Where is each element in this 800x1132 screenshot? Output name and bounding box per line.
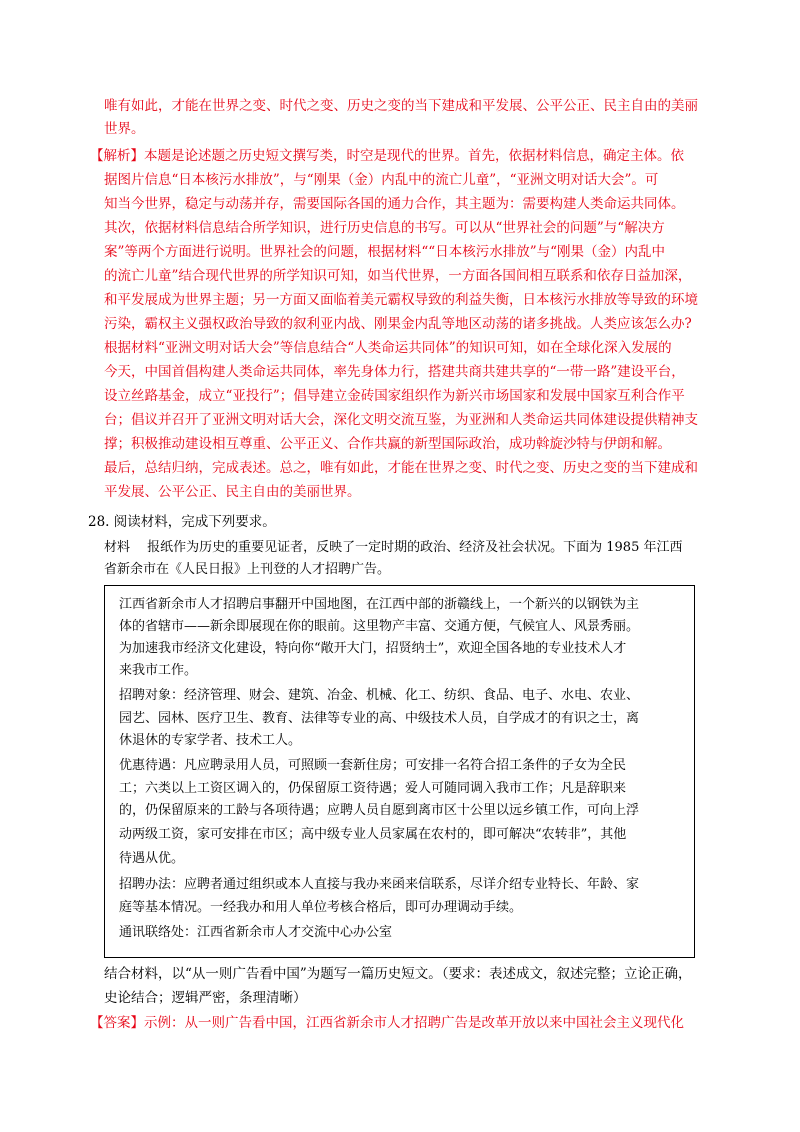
ad-line-11: 动两级工资，家可安排在市区；高中级专业人员家属在农村的，即可解决“农转非”，其他 [119, 827, 627, 842]
ad-line-1: 江西省新余市人才招聘启事翻开中国地图，在江西中部的浙赣线上，一个新兴的以钢铁为主 [119, 597, 640, 612]
question-heading [88, 512, 276, 532]
analysis-line-7: 和平发展成为世界主题；另一方面又面临着美元霸权导致的利益失衡，日本核污水排放等导致的环境 [104, 292, 698, 308]
ad-line-4: 来我市工作。 [119, 663, 198, 678]
analysis-line-6: 的流亡儿童”结合现代世界的所学知识可知，如当代世界，一方面各国间相互联系和依存日益加深， [104, 268, 692, 284]
analysis-tag: 【解析】 [90, 148, 144, 164]
analysis-line-10: 今天，中国首倡构建人类命运共同体，率先身体力行，搭建共商共建共享的“一带一路”建设平台， [104, 364, 685, 380]
ad-line-15: 通讯联络处：江西省新余市人才交流中心办公室 [119, 925, 393, 940]
analysis-line-12: 台；倡议并召开了亚洲文明对话大会，深化文明交流互鉴，为亚洲和人类命运共同体建设提供精神支 [104, 412, 698, 428]
analysis-line-11: 设立丝路基金，成立“亚投行”；倡导建立金砖国家组织作为新兴市场国家和发展中国家互利合作平 [104, 388, 685, 404]
ad-line-13: 招聘办法：应聘者通过组织或本人直接与我办来函来信联系，尽详介绍专业特长、年龄、家 [119, 877, 640, 892]
analysis-line-2: 据图片信息“日本核污水排放”，与“刚果（金）内乱中的流亡儿童”，“亚洲文明对话大会”。可 [104, 172, 659, 188]
ad-line-2: 体的省辖市——新余即展现在你的眼前。这里物产丰富、交通方便，气候宜人、风景秀丽。 [119, 619, 640, 634]
analysis-line-13: 撑；积极推动建设相互尊重、公平正义、合作共赢的新型国际政治，成功斡旋沙特与伊朗和解。 [104, 436, 671, 452]
task-line-1: 结合材料，以“从一则广告看中国”为题写一篇历史短文。（要求：表述成文，叙述完整；立论正确， [104, 966, 692, 982]
analysis-line-9: 根据材料“亚洲文明对话大会”等信息结合“人类命运共同体”的知识可知，如在全球化深入发展的 [104, 340, 672, 356]
ad-line-9: 工；六类以上工资区调入的，仍保留原工资待遇；爱人可随同调入我市工作；凡是辞职来 [119, 781, 627, 796]
material-line-1: 材料 报纸作为历史的重要见证者，反映了一定时期的政治、经济及社会状况。下面为 1985 年江西 [104, 540, 683, 555]
ad-line-8: 优惠待遇：凡应聘录用人员，可照顾一套新住房；可安排一名符合招工条件的子女为全民 [119, 758, 627, 773]
analysis-line-5: 案”等两个方面进行说明。世界社会的问题，根据材料““日本核污水排放”与“刚果（金）内乱中 [104, 244, 666, 260]
analysis-line-15: 平发展、公平公正、民主自由的美丽世界。 [104, 484, 361, 500]
task-line-2: 史论结合；逻辑严密，条理清晰） [104, 990, 307, 1006]
answer-continuation-line-2: 世界。 [104, 121, 145, 137]
question-number: 28. [88, 514, 110, 530]
ad-line-3: 为加速我市经济文化建设，特向你“敞开大门，招贤纳士”，欢迎全国各地的专业技术人才 [119, 641, 627, 656]
answer-continuation-line-1: 唯有如此，才能在世界之变、时代之变、历史之变的当下建成和平发展、公平公正、民主自由的美丽 [104, 98, 698, 114]
ad-line-7: 休退休的专家学者、技术工人。 [119, 733, 302, 748]
question-prompt: 阅读材料，完成下列要求。 [113, 514, 276, 530]
material-line-2: 省新余市在《人民日报》上刊登的人才招聘广告。 [104, 562, 391, 577]
ad-line-5: 招聘对象：经济管理、财会、建筑、冶金、机械、化工、纺织、食品、电子、水电、农业、 [119, 688, 640, 703]
answer-tag: 【答案】 [90, 1015, 144, 1031]
analysis-line-8: 污染，霸权主义强权政治导致的叙利亚内战、刚果金内乱等地区动荡的诸多挑战。人类应该怎么办? [104, 316, 692, 332]
ad-line-6: 园艺、园林、医疗卫生、教育、法律等专业的高、中级技术人员，自学成才的有识之士，离 [119, 711, 640, 726]
ad-box [104, 585, 695, 958]
analysis-line-3: 知当今世界，稳定与动荡并存，需要国际各国的通力合作，其主题为：需要构建人类命运共同体。 [104, 196, 685, 212]
analysis-line-1: 【解析】本题是论述题之历史短文撰写类，时空是现代的世界。首先，依据材料信息，确定主体。依 [90, 148, 684, 164]
analysis-line-4: 其次，依据材料信息结合所学知识，进行历史信息的书写。可以从“世界社会的问题”与“解决方 [104, 220, 665, 236]
ad-line-12: 待遇从优。 [119, 851, 185, 866]
ad-line-14: 庭等基本情况。一经我办和用人单位考核合格后，即可办理调动手续。 [119, 900, 523, 915]
analysis-line-14: 最后，总结归纳，完成表述。总之，唯有如此，才能在世界之变、时代之变、历史之变的当下建成和 [104, 460, 698, 476]
ad-line-10: 的，仍保留原来的工龄与各项待遇；应聘人员自愿到离市区十公里以远乡镇工作，可向上浮 [119, 803, 640, 818]
answer-line: 【答案】示例：从一则广告看中国，江西省新余市人才招聘广告是改革开放以来中国社会主义现代化 [90, 1015, 684, 1031]
